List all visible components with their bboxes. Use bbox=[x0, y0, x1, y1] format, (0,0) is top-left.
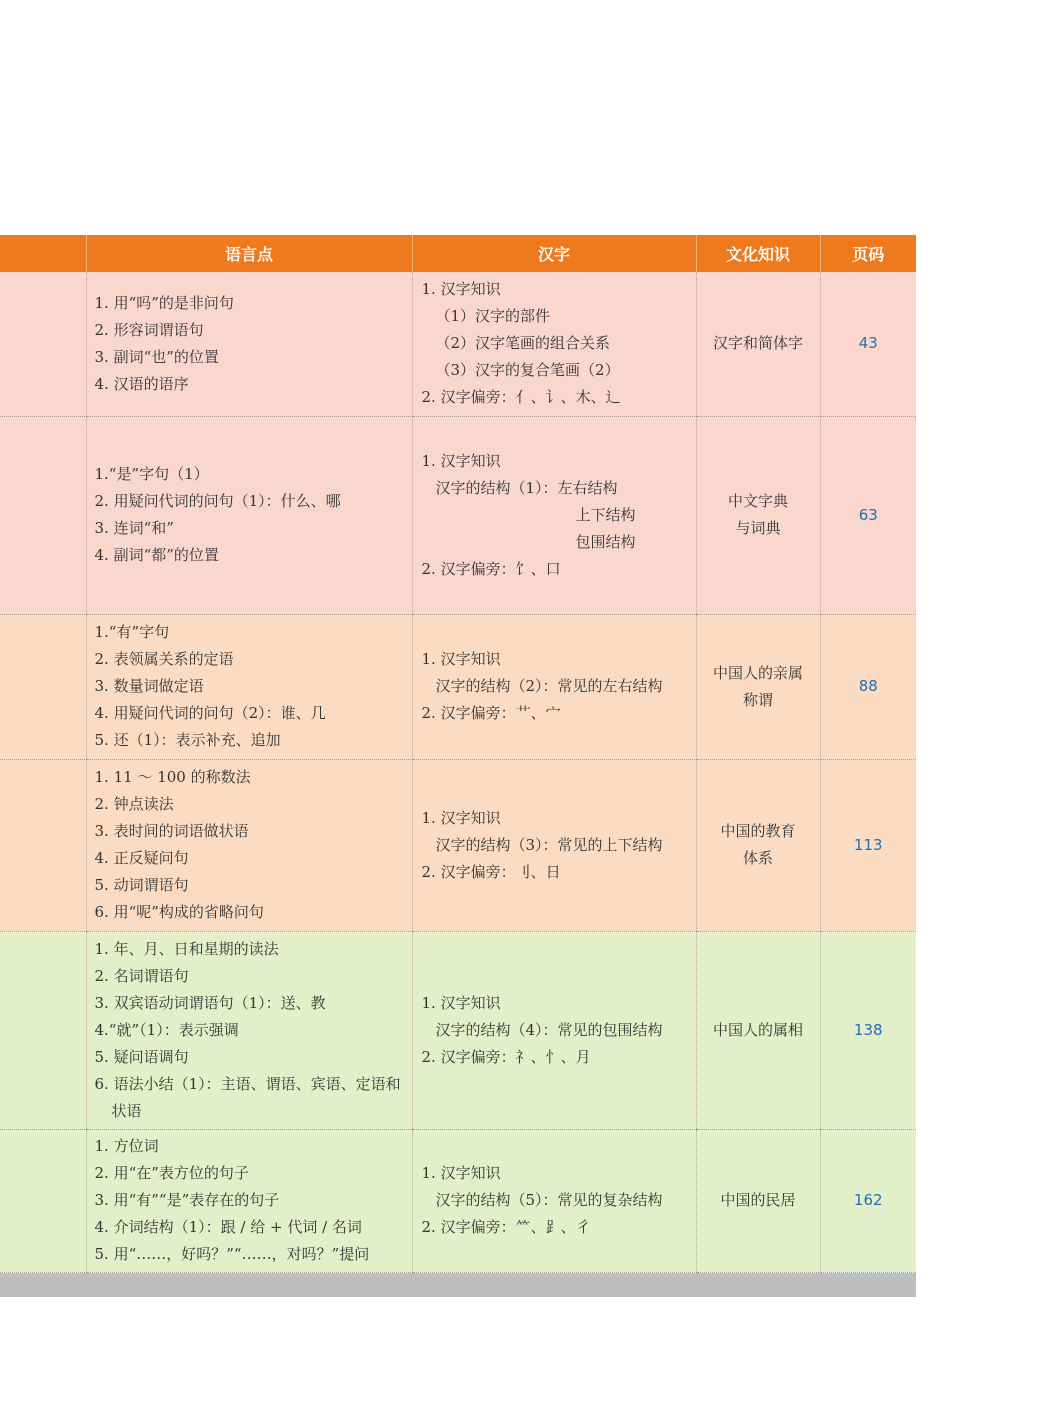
hanzi-line: 汉字的结构（1）：左右结构 bbox=[435, 478, 618, 497]
contents-table bbox=[0, 235, 916, 1273]
language-point: 3. 副词“也”的位置 bbox=[94, 347, 219, 366]
language-point: 4. 介词结构（1）：跟 / 给 + 代词 / 名词 bbox=[94, 1218, 362, 1236]
language-points-cell bbox=[86, 1129, 412, 1272]
language-points-cell bbox=[86, 416, 412, 614]
lesson-cell bbox=[0, 931, 86, 1129]
lesson-cell bbox=[0, 272, 86, 416]
footer-bar bbox=[0, 1273, 916, 1297]
page-number[interactable]: 63 bbox=[820, 416, 916, 614]
hanzi-line: 1. 汉字知识 bbox=[421, 808, 501, 827]
hanzi-line: 包围结构 bbox=[575, 532, 636, 551]
culture-line: 体系 bbox=[742, 849, 773, 867]
hanzi-line: 2. 汉字偏旁：艹、宀 bbox=[421, 704, 561, 722]
language-point: 3. 数量词做定语 bbox=[94, 677, 204, 695]
hanzi-line: 2. 汉字偏旁：亻、讠、木、辶 bbox=[421, 388, 621, 407]
culture-line: 与词典 bbox=[735, 519, 781, 537]
header-language-points: 语言点 bbox=[86, 235, 412, 272]
culture-line: 中文字典 bbox=[727, 492, 788, 510]
hanzi-line: 汉字的结构（5）：常见的复杂结构 bbox=[435, 1191, 663, 1209]
culture-cell bbox=[696, 614, 820, 759]
language-point: 2. 形容词谓语句 bbox=[94, 320, 204, 339]
language-point: 2. 表领属关系的定语 bbox=[94, 650, 234, 668]
lesson-cell bbox=[0, 416, 86, 614]
page-number[interactable]: 162 bbox=[820, 1129, 916, 1272]
hanzi-cell bbox=[412, 416, 696, 614]
language-point: 1. 11 ～ 100 的称数法 bbox=[94, 768, 251, 786]
hanzi-cell bbox=[412, 1129, 696, 1272]
language-point: 4. 汉语的语序 bbox=[94, 374, 189, 393]
language-point: 4. 副词“都”的位置 bbox=[94, 546, 219, 564]
culture-cell bbox=[696, 759, 820, 931]
hanzi-line: 上下结构 bbox=[575, 505, 636, 524]
lesson-cell bbox=[0, 614, 86, 759]
hanzi-line: 2. 汉字偏旁：刂、日 bbox=[421, 862, 561, 881]
page-number[interactable]: 113 bbox=[820, 759, 916, 931]
page-number[interactable]: 43 bbox=[820, 272, 916, 416]
language-point: 4. 用疑问代词的问句（2）：谁、几 bbox=[94, 704, 326, 722]
hanzi-line: 1. 汉字知识 bbox=[421, 280, 501, 299]
table-row bbox=[0, 272, 916, 416]
language-point: 4. 正反疑问句 bbox=[94, 849, 189, 867]
language-point: 2. 名词谓语句 bbox=[94, 966, 189, 985]
culture-cell bbox=[696, 1129, 820, 1272]
hanzi-line: 汉字的结构（3）：常见的上下结构 bbox=[435, 835, 663, 854]
header-culture: 文化知识 bbox=[696, 235, 820, 272]
hanzi-cell bbox=[412, 931, 696, 1129]
language-points-cell bbox=[86, 272, 412, 416]
language-point: 6. 用“呢”构成的省略问句 bbox=[94, 903, 264, 921]
language-point: 1.“有”字句 bbox=[94, 623, 170, 641]
header-hanzi: 汉字 bbox=[412, 235, 696, 272]
language-points-cell bbox=[86, 759, 412, 931]
language-point: 2. 用疑问代词的问句（1）：什么、哪 bbox=[94, 492, 341, 510]
header-lesson bbox=[0, 235, 86, 272]
language-point: 5. 还（1）：表示补充、追加 bbox=[94, 731, 281, 749]
hanzi-line: 2. 汉字偏旁：⺮、⻊、彳 bbox=[421, 1218, 591, 1236]
hanzi-line: （3）汉字的复合笔画（2） bbox=[435, 361, 620, 380]
hanzi-line: （2）汉字笔画的组合关系 bbox=[435, 334, 611, 353]
language-point: 5. 疑问语调句 bbox=[94, 1047, 189, 1066]
language-point: 3. 连词“和” bbox=[94, 519, 174, 537]
table-row bbox=[0, 614, 916, 759]
language-point: 3. 表时间的词语做状语 bbox=[94, 822, 249, 840]
language-point: 5. 动词谓语句 bbox=[94, 876, 189, 894]
hanzi-line: （1）汉字的部件 bbox=[435, 307, 551, 326]
culture-line: 中国的教育 bbox=[720, 822, 796, 840]
language-point: 5. 用“……，好吗？”“……，对吗？”提问 bbox=[94, 1245, 370, 1263]
culture-cell bbox=[696, 416, 820, 614]
hanzi-line: 1. 汉字知识 bbox=[421, 451, 501, 470]
hanzi-line: 汉字的结构（4）：常见的包围结构 bbox=[435, 1020, 663, 1039]
language-point: 1. 方位词 bbox=[94, 1137, 159, 1155]
culture-line: 中国人的属相 bbox=[712, 1020, 803, 1039]
header-row bbox=[0, 235, 916, 272]
culture-line: 称谓 bbox=[742, 690, 773, 709]
table-row bbox=[0, 416, 916, 614]
hanzi-line: 2. 汉字偏旁：礻、忄、月 bbox=[421, 1047, 591, 1066]
culture-line: 中国人的亲属 bbox=[712, 663, 803, 682]
page-number[interactable]: 88 bbox=[820, 614, 916, 759]
lesson-cell bbox=[0, 1129, 86, 1272]
hanzi-line: 1. 汉字知识 bbox=[421, 1164, 501, 1182]
language-point: 2. 钟点读法 bbox=[94, 795, 174, 813]
language-point: 2. 用“在”表方位的句子 bbox=[94, 1164, 249, 1182]
table-row bbox=[0, 759, 916, 931]
culture-line: 中国的民居 bbox=[720, 1191, 796, 1209]
table-row bbox=[0, 1129, 916, 1272]
hanzi-cell bbox=[412, 759, 696, 931]
language-point: 3. 双宾语动词谓语句（1）：送、教 bbox=[94, 993, 326, 1012]
language-point: 1. 用“吗”的是非问句 bbox=[94, 293, 234, 312]
culture-cell bbox=[696, 272, 820, 416]
culture-line: 汉字和简体字 bbox=[712, 334, 803, 353]
language-point: 3. 用“有”“是”表存在的句子 bbox=[94, 1191, 280, 1209]
hanzi-cell bbox=[412, 614, 696, 759]
hanzi-line: 2. 汉字偏旁：饣、口 bbox=[421, 559, 561, 578]
language-point: 1. 年、月、日和星期的读法 bbox=[94, 939, 279, 958]
hanzi-line: 1. 汉字知识 bbox=[421, 650, 501, 668]
language-point: 1.“是”字句（1） bbox=[94, 465, 209, 483]
table-row bbox=[0, 931, 916, 1129]
hanzi-cell bbox=[412, 272, 696, 416]
hanzi-line: 1. 汉字知识 bbox=[421, 993, 501, 1012]
language-point: 4.“就”（1）：表示强调 bbox=[94, 1020, 239, 1039]
header-page: 页码 bbox=[820, 235, 916, 272]
culture-cell bbox=[696, 931, 820, 1129]
page-number[interactable]: 138 bbox=[820, 931, 916, 1129]
lesson-cell bbox=[0, 759, 86, 931]
language-points-cell bbox=[86, 931, 412, 1129]
language-point: 6. 语法小结（1）：主语、谓语、宾语、定语和状语 bbox=[94, 1074, 401, 1120]
hanzi-line: 汉字的结构（2）：常见的左右结构 bbox=[435, 677, 663, 695]
language-points-cell bbox=[86, 614, 412, 759]
